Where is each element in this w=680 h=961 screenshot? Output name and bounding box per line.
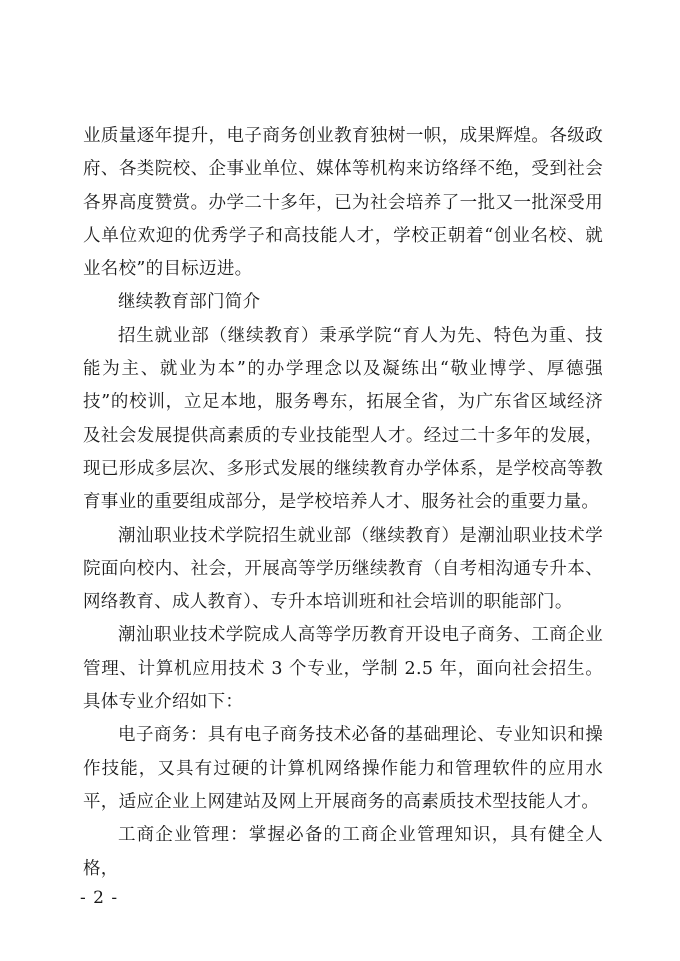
paragraph-department-intro: 招生就业部（继续教育）秉承学院“育人为先、特色为重、技能为主、就业为本”的办学理念以及凝练出“敬业博学、厚德强技”的校训，立足本地，服务粤东，拓展全省，为广东省区域经济及社会发展提供高素质的专业技能型人才。经过二十多年的发展，现已形成多层次、多形式发展的继续教育办学体系，是学校高等教育事业的重要组成部分，是学校培养人才、服务社会的重要力量。 xyxy=(83,325,603,513)
document-body xyxy=(83,120,603,886)
paragraph-continuation: 业质量逐年提升，电子商务创业教育独树一帜，成果辉煌。各级政府、各类院校、企事业单位、媒体等机构来访络绎不绝，受到社会各界高度赞赏。办学二十多年，已为社会培养了一批又一批深受用人单位欢迎的优秀学子和高技能人才，学校正朝着“创业名校、就业名校”的目标迈进。 xyxy=(83,126,603,280)
paragraph-ecommerce: 电子商务：具有电子商务技术必备的基础理论、专业知识和操作技能，又具有过硬的计算机网络操作能力和管理软件的应用水平，适应企业上网建站及网上开展商务的高素质技术型技能人才。 xyxy=(83,725,603,812)
paragraph-department-role: 潮汕职业技术学院招生就业部（继续教育）是潮汕职业技术学院面向校内、社会，开展高等学历继续教育（自考相沟通专升本、网络教育、成人教育）、专升本培训班和社会培训的职能部门。 xyxy=(83,525,603,613)
page-number: - 2 - xyxy=(80,888,119,908)
section-heading: 继续教育部门简介 xyxy=(118,292,261,313)
paragraph-business-management: 工商企业管理：掌握必备的工商企业管理知识，具有健全人格， xyxy=(83,825,603,879)
paragraph-majors: 潮汕职业技术学院成人高等学历教育开设电子商务、工商企业管理、计算机应用技术 3 个专业，学制 2.5 年，面向社会招生。具体专业介绍如下： xyxy=(83,625,603,713)
